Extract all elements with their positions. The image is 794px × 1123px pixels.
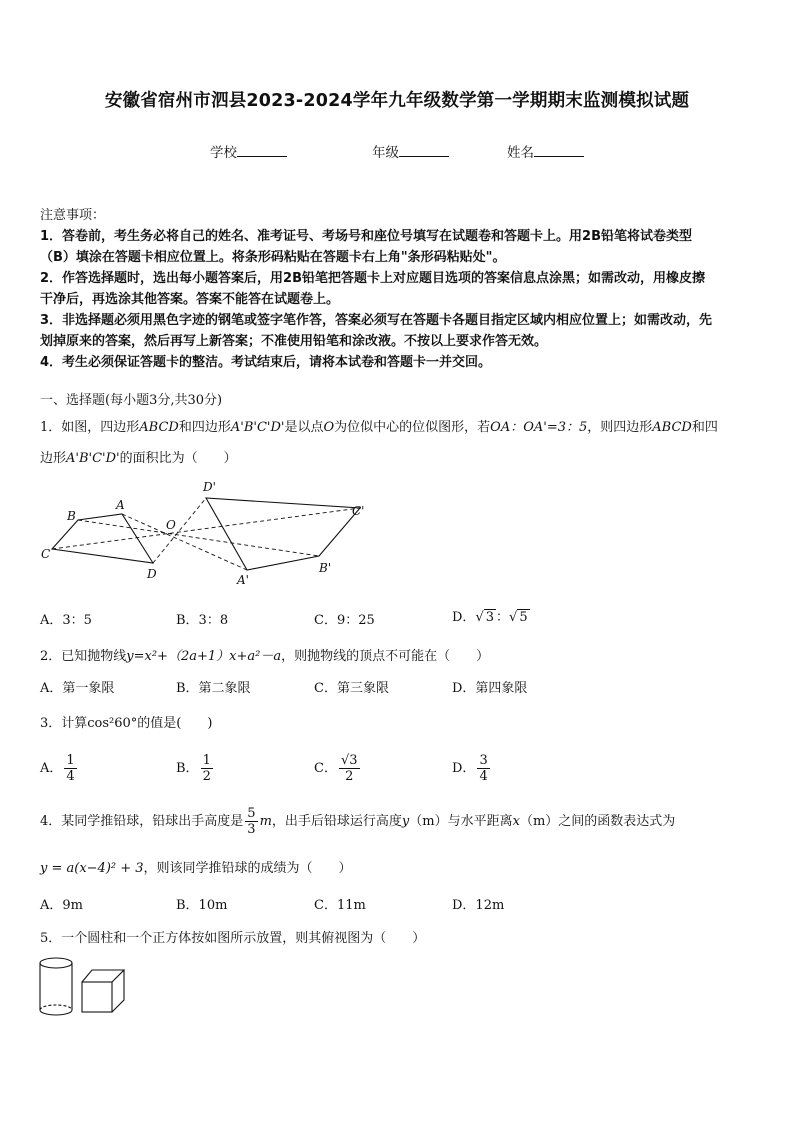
school-blank: [237, 144, 287, 157]
note-3a: 3．非选择题必须用黑色字迹的钢笔或签字笔作答，答案必须写在答题卡各题目指定区域内相应位置上；如需改动，先: [40, 313, 713, 328]
q3-option-c: C． $\frac{√3}{2}$: [314, 753, 358, 784]
q2-option-a: A．第一象限: [40, 681, 115, 696]
note-2b: 干净后，再选涂其他答案。答案不能答在试题卷上。: [40, 292, 340, 307]
note-1a: 1．答卷前，考生务必将自己的姓名、准考证号、考场号和座位号填写在试题卷和答题卡上。用2B铅笔将试卷类型: [40, 229, 693, 244]
q4-option-c: C．11m: [314, 898, 366, 913]
grade-field: [372, 141, 449, 161]
label-a: A: [116, 498, 125, 512]
q1-line1: 1．如图，四边形ABCD和四边形A'B'C'D'是以点O为位似中心的位似图形，若OA：OA'=3：5，则四边形ABCD和四: [40, 420, 718, 435]
name-label: 姓名: [507, 145, 534, 161]
q1-figure: [30, 478, 380, 590]
q1-option-b: B．3：8: [176, 613, 229, 628]
grade-label: 年级: [372, 145, 399, 161]
q4-option-a: A．9m: [40, 898, 83, 913]
q3-text: 3．计算cos²60°的值是( ): [40, 716, 213, 731]
dashed-lines: [52, 498, 360, 570]
label-d: D: [147, 567, 157, 581]
section-heading: 一、选择题(每小题3分,共30分): [40, 393, 223, 408]
label-b-prime: B': [319, 561, 332, 575]
note-2a: 2．作答选择题时，选出每小题答案后，用2B铅笔把答题卡上对应题目选项的答案信息点涂黑；如需改动，用橡皮擦: [40, 271, 706, 286]
name-blank: [534, 144, 584, 157]
cube-shape: [82, 970, 124, 1012]
q5-figure: [36, 954, 136, 1020]
q3-option-b: B． $\frac{1}{2}$: [176, 753, 211, 784]
page-title: 安徽省宿州市泗县2023-2024学年九年级数学第一学期期末监测模拟试题: [104, 91, 690, 111]
q5-text: 5．一个圆柱和一个正方体按如图所示放置，则其俯视图为（ ）: [40, 931, 426, 946]
quad-abcd-prime: [206, 498, 360, 570]
q1-option-c: C．9：25: [314, 613, 375, 628]
school-field: [210, 141, 287, 161]
label-b: B: [67, 509, 76, 523]
q4-option-b: B．10m: [176, 898, 228, 913]
q2-option-d: D．第四象限: [452, 681, 528, 696]
q4-option-d: D．12m: [452, 898, 505, 913]
q3-option-d: D． $\frac{3}{4}$: [452, 753, 488, 784]
note-3b: 划掉原来的答案，然后再写上新答案；不准使用铅笔和涂改液。不按以上要求作答无效。: [40, 334, 548, 349]
name-field: [507, 141, 584, 161]
cylinder-shape: [40, 958, 72, 1015]
q2-option-b: B．第二象限: [176, 681, 251, 696]
q3-option-a: A． $\frac{1}{4}$: [40, 753, 75, 784]
notes-heading: 注意事项：: [40, 208, 106, 223]
q1-line2: 边形A'B'C'D'的面积比为（ ）: [40, 451, 237, 466]
q2-option-c: C．第三象限: [314, 681, 389, 696]
label-c-prime: C': [352, 504, 365, 518]
q4-line2: y = a(x−4)² + 3，则该同学推铅球的成绩为（ ）: [40, 861, 352, 876]
label-o: O: [166, 518, 176, 532]
note-4: 4．考生必须保证答题卡的整洁。考试结束后，请将本试卷和答题卡一并交回。: [40, 355, 492, 370]
note-1b: （B）填涂在答题卡相应位置上。将条形码粘贴在答题卡右上角"条形码粘贴处"。: [40, 250, 506, 265]
q4-line1: 4．某同学推铅球，铅球出手高度是 $\frac{5}{3}$ m，出手后铅球运行高度y（m）与水平距离x（m）之间的函数表达式为: [40, 806, 676, 837]
label-a-prime: A': [237, 573, 249, 587]
q1-option-a: A．3：5: [40, 613, 92, 628]
school-label: 学校: [210, 145, 237, 161]
q2-text: 2．已知抛物线y=x²+（2a+1）x+a²－a，则抛物线的顶点不可能在（ ）: [40, 649, 490, 664]
grade-blank: [399, 144, 449, 157]
label-c: C: [41, 547, 51, 561]
label-d-prime: D': [203, 480, 216, 494]
q1-option-d: D．√ 3 ：√ 5: [452, 610, 528, 625]
